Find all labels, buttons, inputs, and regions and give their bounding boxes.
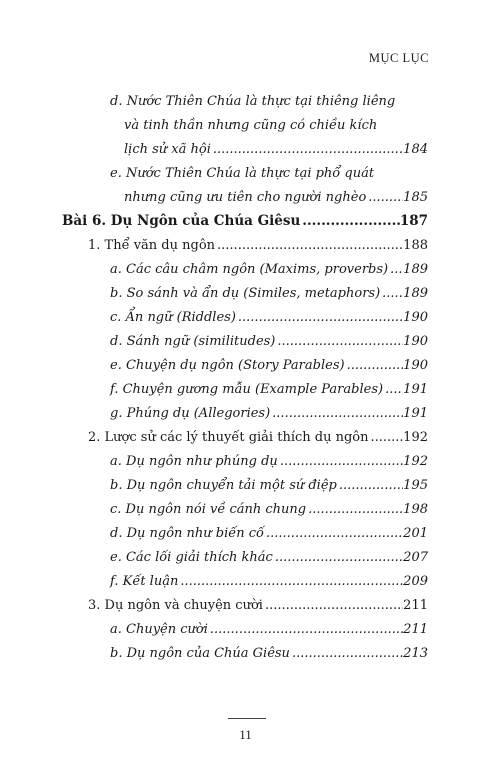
dot-leader [270, 405, 403, 422]
toc-entry-text: và tinh thần nhưng cũng có chiều kích [124, 118, 378, 133]
toc-page-number: 198 [403, 502, 428, 517]
toc-section-label: 2. Lược sử các lý thuyết giải thích dụ ngôn [88, 430, 369, 445]
toc-entry-label: b. Dụ ngôn của Chúa Giêsu [110, 646, 290, 661]
toc-entry[interactable] [110, 405, 428, 422]
toc-entry[interactable] [124, 189, 428, 206]
toc-chapter-entry[interactable] [62, 213, 428, 230]
toc-entry-label: e. Chuyện dụ ngôn (Story Parables) [110, 358, 345, 373]
toc-entry[interactable] [110, 549, 428, 566]
toc-entry[interactable] [110, 333, 428, 350]
dot-leader [236, 309, 403, 326]
toc-page-number: 192 [403, 430, 428, 445]
dot-leader [300, 213, 400, 230]
dot-leader [380, 285, 403, 302]
toc-section-label: 1. Thể văn dụ ngôn [88, 238, 216, 253]
toc-entry[interactable] [110, 309, 428, 326]
toc-entry[interactable] [110, 357, 428, 374]
toc-entry[interactable] [110, 477, 428, 494]
toc-page-number: 209 [403, 574, 428, 589]
dot-leader [388, 261, 403, 278]
toc-page-number: 213 [403, 646, 428, 661]
toc-page-number: 190 [403, 358, 428, 373]
toc-entry-label: c. Dụ ngôn nói về cánh chung [110, 502, 307, 517]
toc-page-number: 190 [403, 310, 428, 325]
toc-entry-text: d. Nước Thiên Chúa là thực tại thiêng liêng [110, 94, 396, 109]
toc-entry-label: a. Chuyện cười [110, 622, 208, 637]
toc-entry[interactable] [110, 285, 428, 302]
toc-section-entry[interactable] [88, 429, 428, 446]
dot-leader [383, 381, 403, 398]
dot-leader [178, 573, 403, 590]
toc-section-label: 3. Dụ ngôn và chuyện cười [88, 598, 263, 613]
toc-entry-label: g. Phúng dụ (Allegories) [110, 406, 271, 421]
dot-leader [368, 429, 403, 446]
dot-leader [275, 333, 403, 350]
toc-entry[interactable] [124, 141, 428, 158]
toc-entry-label: e. Các lối giải thích khác [110, 550, 273, 565]
toc-entry-label: d. Dụ ngôn như biến cố [110, 526, 265, 541]
toc-entry-label: c. Ẩn ngữ (Riddles) [110, 310, 236, 325]
dot-leader [290, 645, 403, 662]
toc-entry-label: f. Kết luận [110, 574, 179, 589]
toc-page-number: 189 [403, 262, 428, 277]
toc-page-number: 195 [403, 478, 428, 493]
toc-entry-label: nhưng cũng ưu tiên cho người nghèo [124, 190, 367, 205]
dot-leader [264, 525, 403, 542]
toc-entry[interactable] [110, 645, 428, 662]
toc-page-number: 201 [403, 526, 428, 541]
toc-entry[interactable] [110, 453, 428, 470]
dot-leader [337, 477, 403, 494]
toc-entry[interactable] [110, 381, 428, 398]
dot-leader [208, 621, 403, 638]
toc-entry-label: b. Dụ ngôn chuyển tải một sứ điệp [110, 478, 337, 493]
dot-leader [366, 189, 403, 206]
dot-leader [215, 237, 403, 254]
toc-page-number: 188 [403, 238, 428, 253]
dot-leader [345, 357, 404, 374]
toc-page-number: 184 [403, 142, 428, 157]
toc-entry[interactable] [110, 573, 428, 590]
toc-page-number: 190 [403, 334, 428, 349]
toc-page-number: 207 [403, 550, 428, 565]
dot-leader [278, 453, 403, 470]
toc-page-number: 211 [403, 598, 428, 613]
footer-divider [228, 718, 266, 719]
dot-leader [306, 501, 403, 518]
toc-page-number: 211 [403, 622, 428, 637]
toc-section-entry[interactable] [88, 597, 428, 614]
toc-page-number: 185 [403, 190, 428, 205]
toc-entry-label: lịch sử xã hội [124, 142, 211, 157]
toc-entry-label: a. Các câu châm ngôn (Maxims, proverbs) [110, 262, 389, 277]
toc-page-number: 187 [399, 213, 428, 229]
toc-entry[interactable] [110, 525, 428, 542]
toc-page-number: 189 [403, 286, 428, 301]
page-number: 11 [239, 727, 252, 742]
toc-entry-label: f. Chuyện gương mẫu (Example Parables) [110, 382, 384, 397]
dot-leader [263, 597, 403, 614]
dot-leader [273, 549, 403, 566]
toc-entry-label: b. So sánh và ẩn dụ (Similes, metaphors) [110, 286, 381, 301]
running-head: MỤC LỤC [368, 51, 429, 65]
toc-page-number: 191 [403, 382, 428, 397]
toc-chapter-label: Bài 6. Dụ Ngôn của Chúa Giêsu [62, 213, 301, 229]
toc-page-number: 192 [403, 454, 428, 469]
toc-entry[interactable] [110, 501, 428, 518]
dot-leader [211, 141, 403, 158]
toc-section-entry[interactable] [88, 237, 428, 254]
toc-entry[interactable] [110, 621, 428, 638]
toc-entry-label: d. Sánh ngữ (similitudes) [110, 334, 276, 349]
toc-entry[interactable] [110, 261, 428, 278]
toc-page-number: 191 [403, 406, 428, 421]
toc-entry-text: e. Nước Thiên Chúa là thực tại phổ quát [110, 166, 375, 181]
toc-entry-label: a. Dụ ngôn như phúng dụ [110, 454, 278, 469]
